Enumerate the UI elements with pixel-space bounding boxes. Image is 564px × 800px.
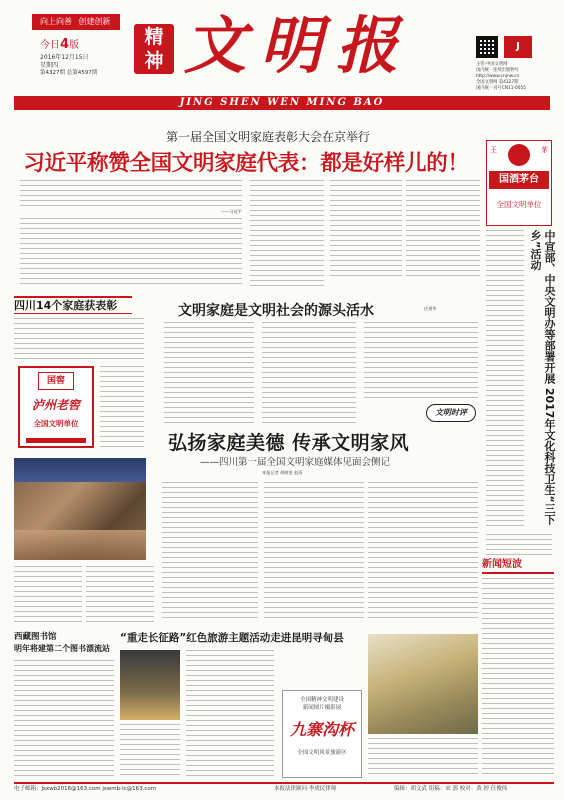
red-travel-col1 xyxy=(120,724,180,776)
feature-col3 xyxy=(162,482,258,622)
qr-code-icon xyxy=(476,36,498,58)
side-story xyxy=(486,230,556,530)
masthead-right-info xyxy=(476,62,560,92)
right-info-5: 国内统一刊号CN11-0055 xyxy=(476,86,526,91)
feature-byline: 本报记者 胡晓雯 赵清 xyxy=(262,470,303,475)
bottom-ad-line-2: 新闻图片摄影展 xyxy=(302,705,342,711)
library-story xyxy=(14,630,114,776)
guojiao-stamp xyxy=(18,366,94,448)
slogan-2: 创建创新 xyxy=(78,17,111,26)
logo-seal: 精 神 xyxy=(134,24,174,74)
stamp-mid: 泸州老窖 xyxy=(31,398,80,412)
side-title-part-1: 中宣部、中央文明办等部署开展 xyxy=(543,230,556,384)
slogan-1: 向上向善 xyxy=(40,17,72,26)
feature-subhead: ——四川第一届全国文明家庭媒体见面会侧记 xyxy=(200,457,391,468)
right-info-2: 国内统一连续出版物号 xyxy=(476,68,519,73)
library-title-2: 明年将建第二个图书漂流站 xyxy=(14,644,110,653)
red-travel-photo xyxy=(120,650,180,720)
publisher-logo-icon: J xyxy=(504,36,532,58)
red-travel-headline: “重走长征路”红色旅游主题活动走进昆明寻甸县 xyxy=(120,632,344,644)
issue-date: 2016年12月15日 xyxy=(40,54,89,61)
right-info-4: 全国文明网 第4327期 xyxy=(476,80,519,85)
footer xyxy=(14,782,554,794)
brief-body xyxy=(482,578,554,774)
moutai-ad xyxy=(486,140,552,226)
commentary-byline: 任建华 xyxy=(424,306,437,311)
right-info-1: 主管·中国文明网 xyxy=(476,62,508,67)
ad-right-char: 茅 xyxy=(541,146,548,154)
commentary-tag-label: 文明时评 xyxy=(435,408,467,417)
lead-body-col1 xyxy=(20,218,242,286)
jiuzhaigou-ad xyxy=(282,690,362,778)
issue-weekday: 星期四 xyxy=(40,62,59,69)
slogan-banner xyxy=(32,14,120,30)
bottom-ad-brand: 九寨沟杯 xyxy=(289,720,354,739)
footer-center: 本报法律顾问·李成民律师 xyxy=(274,786,337,792)
lead-intro xyxy=(20,180,242,214)
pinyin-bar xyxy=(14,96,550,110)
today-pages-count: 4 xyxy=(60,37,70,52)
ad-left-char: 王 xyxy=(490,146,497,154)
ad-bottom-label: 全国文明单位 xyxy=(496,200,542,209)
bottom-ad-line-3: 全国文明风景旅游区 xyxy=(297,750,347,756)
side-story-title xyxy=(528,230,556,530)
library-title-1: 西藏图书馆 xyxy=(14,632,57,642)
footer-email: 电子邮箱：jsxwb2016@163.com jswmb-lc@163.com xyxy=(14,786,157,792)
story-14-body-2 xyxy=(100,366,144,448)
intro-byline: ——习近平 xyxy=(221,208,242,214)
moutai-emblem-icon xyxy=(508,144,530,166)
stamp-top: 国窖 xyxy=(38,372,74,390)
lead-body-col2 xyxy=(250,180,324,286)
side-title-part-2: 2017年文化科技卫生“三下乡”活动 xyxy=(529,230,556,525)
landscape-caption xyxy=(368,738,478,776)
bottom-ad-line-1: 全国精神文明建设 xyxy=(299,697,344,703)
masthead-title: 文明报 xyxy=(184,9,413,82)
feature-col5 xyxy=(368,482,478,622)
commentary-col3 xyxy=(364,322,478,402)
footer-editors: 编辑：胡文武 组稿：宋 郭 校对：黄 婷 任俊伟 xyxy=(394,786,508,792)
masthead xyxy=(0,0,564,114)
commentary-col2 xyxy=(262,322,356,424)
commentary-headline: 文明家庭是文明社会的源头活水 xyxy=(178,303,374,319)
feature-headline: 弘扬家庭美德 传承文明家风 xyxy=(168,432,410,454)
today-pages xyxy=(40,36,79,52)
story-14-body xyxy=(14,318,144,362)
right-info-3: http://www.cnjnw.cn xyxy=(476,74,520,79)
lead-body-col3 xyxy=(330,180,402,280)
brief-header-label: 新闻短波 xyxy=(482,559,522,570)
brief-header xyxy=(482,558,554,574)
feature-col1 xyxy=(14,566,82,622)
commentary-col1 xyxy=(164,322,254,424)
today-pages-unit: 版 xyxy=(69,40,80,51)
story-14-header xyxy=(14,296,132,314)
commentary-tag xyxy=(426,404,476,422)
landscape-photo xyxy=(368,634,478,734)
feature-col4 xyxy=(264,482,364,622)
today-pages-label: 今日 xyxy=(40,40,60,51)
lead-headline: 习近平称赞全国文明家庭代表：都是好样儿的！ xyxy=(23,151,469,176)
issue-number: 第4327期 总第4597期 xyxy=(40,70,98,76)
ad-top-label: 国酒茅台 xyxy=(489,171,549,189)
lead-body-col4 xyxy=(406,180,480,280)
story-14-headline: 四川14个家庭获表彰 xyxy=(14,299,118,312)
masthead-pinyin: JING SHEN WEN MING BAO xyxy=(179,97,385,108)
side-story-body xyxy=(486,534,552,556)
lead-subtitle: 第一届全国文明家庭表彰大会在京举行 xyxy=(165,130,370,144)
family-group-photo xyxy=(14,458,146,560)
stamp-bottom: 全国文明单位 xyxy=(33,419,79,428)
red-travel-col2 xyxy=(186,650,274,776)
feature-col2 xyxy=(86,566,154,622)
